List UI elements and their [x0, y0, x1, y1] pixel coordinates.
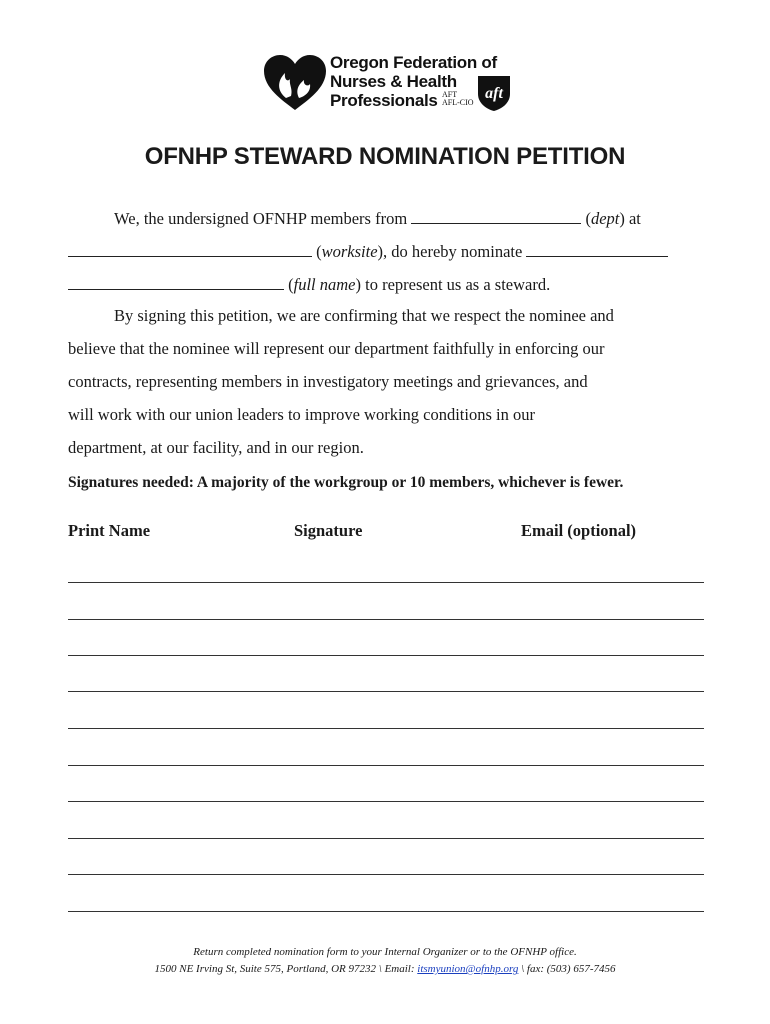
footer-contact	[0, 961, 770, 978]
dept-blank[interactable]	[411, 207, 581, 224]
signature-line[interactable]	[68, 728, 704, 729]
intro-text-1: We, the undersigned OFNHP members from	[114, 209, 408, 228]
footer-fax: \ fax: (503) 657-7456	[521, 963, 616, 975]
signature-line[interactable]	[68, 582, 704, 583]
print-name-header: Print Name	[68, 521, 151, 540]
intro-nominate: ), do hereby nominate	[377, 242, 523, 261]
signature-line[interactable]	[68, 619, 704, 620]
intro-line-2: (worksite), do hereby nominate	[68, 235, 704, 268]
affiliation	[442, 91, 474, 107]
footer-email-link[interactable]: itsmyunion@ofnhp.org	[417, 963, 519, 975]
signature-line[interactable]	[68, 801, 704, 802]
signature-line[interactable]	[68, 874, 704, 875]
aft-mark: aft	[485, 85, 503, 102]
body-paragraph	[68, 299, 704, 464]
full-name-blank[interactable]	[68, 273, 284, 290]
signature-line[interactable]	[68, 838, 704, 839]
org-line-3: Professionals	[330, 91, 438, 110]
signature-header: Signature	[294, 521, 363, 540]
worksite-blank[interactable]	[68, 240, 312, 257]
intro-line-1: We, the undersigned OFNHP members from (dept) at	[114, 209, 641, 228]
intro-line-3: (full name) to represent us as a steward.	[68, 268, 704, 301]
org-line-2: Nurses & Health	[330, 72, 457, 91]
worksite-label: worksite	[321, 242, 378, 261]
footer-instructions: Return completed nomination form to your Internal Organizer or to the OFNHP office.	[193, 946, 577, 958]
signature-line[interactable]	[68, 691, 704, 692]
signature-line[interactable]	[68, 765, 704, 766]
intro-represent: ) to represent us as a steward.	[355, 275, 551, 294]
signature-line[interactable]	[68, 655, 704, 656]
full-name-label: full name	[293, 275, 356, 294]
nominee-blank[interactable]	[526, 240, 668, 257]
dept-label: dept	[590, 209, 620, 228]
affiliation-aft: AFT	[442, 90, 458, 99]
email-header: Email (optional)	[521, 521, 637, 540]
signature-line[interactable]	[68, 911, 704, 912]
heart-flame-logo-icon	[262, 54, 328, 112]
intro-at: at	[628, 209, 641, 228]
org-line-1: Oregon Federation of	[330, 53, 497, 72]
body-line-4: will work with our union leaders to improve working conditions in our	[68, 405, 535, 424]
signatures-note: Signatures needed: A majority of the workgroup or 10 members, whichever is fewer.	[68, 474, 624, 491]
page-title: OFNHP STEWARD NOMINATION PETITION	[144, 143, 626, 170]
ofnhp-logo	[262, 50, 514, 116]
body-line-5: department, at our facility, and in our region.	[68, 438, 364, 457]
footer	[0, 944, 770, 978]
footer-address: 1500 NE Irving St, Suite 575, Portland, OR 97232 \ Email:	[154, 963, 415, 975]
intro-paragraph	[68, 202, 704, 301]
affiliation-aflcio: AFL-CIO	[442, 98, 474, 107]
body-line-1: By signing this petition, we are confirming that we respect the nominee and	[114, 306, 614, 325]
body-line-2: believe that the nominee will represent our department faithfully in enforcing our	[68, 339, 605, 358]
aft-shield-logo-icon	[474, 72, 514, 112]
body-line-3: contracts, representing members in investigatory meetings and grievances, and	[68, 372, 588, 391]
